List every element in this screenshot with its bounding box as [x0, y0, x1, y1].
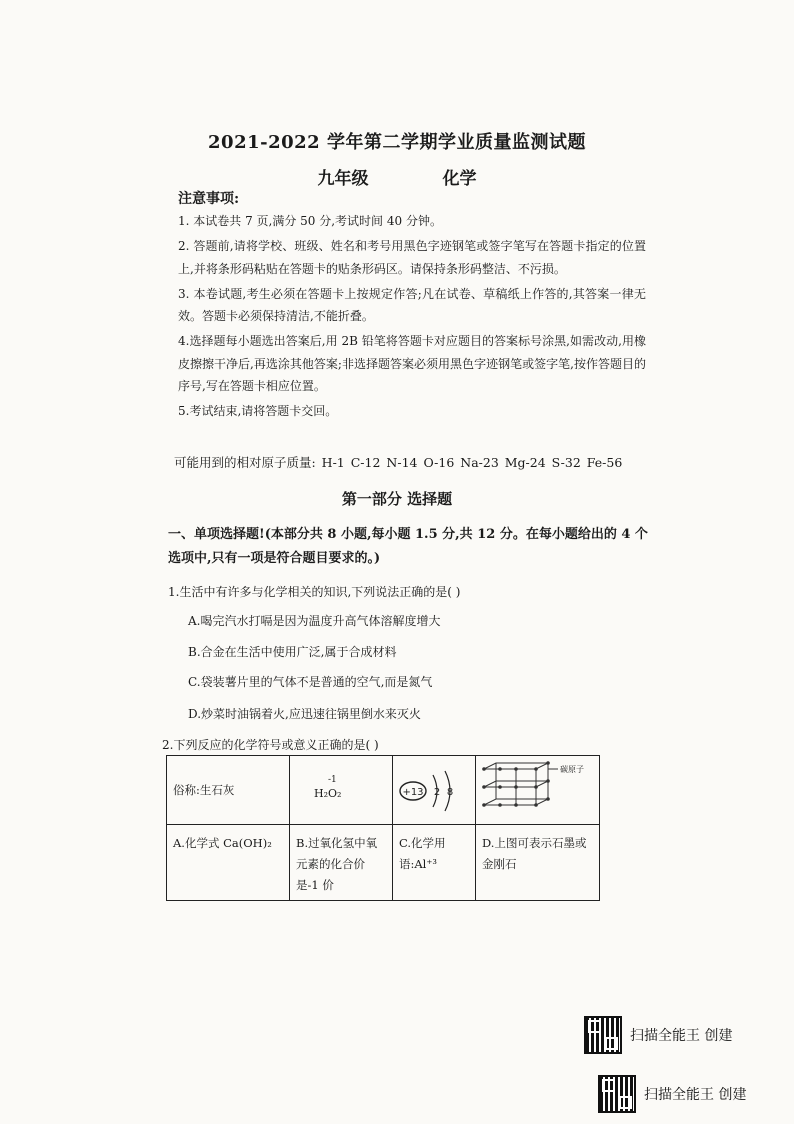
atomic-masses: 可能用到的相对原子质量: H-1 C-12 N-14 O-16 Na-23 Mg-24 S-32 Fe-56 — [174, 455, 623, 470]
option-c-cell: C.化学用语:Al⁺³ — [393, 825, 476, 901]
notice-heading: 注意事项: — [178, 191, 240, 207]
notice-item: 3. 本卷试题,考生必须在答题卡上按规定作答;凡在试卷、草稿纸上作答的,其答案一律无效。答题卡必须保持清洁,不能折叠。 — [178, 286, 646, 324]
question-1-option-d: D.炒菜时油锅着火,应迅速往锅里倒水来灭火 — [188, 707, 421, 721]
exam-title: 2021-2022 学年第二学期学业质量监测试题 — [208, 132, 586, 153]
carbon-atom-label: 碳原子 — [560, 764, 584, 774]
option-d-cell: D.上图可表示石墨或金刚石 — [476, 825, 600, 901]
question-2-table — [166, 755, 600, 901]
aluminum-atom-diagram-icon — [393, 759, 475, 819]
question-2-stem: 2.下列反应的化学符号或意义正确的是( ) — [162, 738, 379, 752]
option-b-cell: B.过氧化氢中氧元素的化合价是-1 价 — [290, 825, 393, 901]
table-row — [167, 825, 600, 901]
hydrogen-peroxide-formula: H₂O₂ — [314, 786, 342, 800]
table-row — [167, 756, 600, 825]
notice-item: 4.选择题每小题选出答案后,用 2B 铅笔将答题卡对应题目的答案标号涂黑,如需改动,用橡皮擦擦干净后,再选涂其他答案;非选择题答案必须用黑色字迹钢笔或签字笔,按作答题目的序号,写在答题卡相应位置。 — [178, 334, 646, 394]
watermark-text: 扫描全能王 创建 — [630, 1028, 733, 1044]
notice-item: 5.考试结束,请将答题卡交回。 — [178, 404, 338, 419]
carbon-lattice-icon — [476, 759, 584, 819]
option-a-cell: A.化学式 Ca(OH)₂ — [167, 825, 290, 901]
cell-carbon-structure — [476, 756, 600, 825]
qr-code-icon — [598, 1075, 636, 1113]
oxidation-number: -1 — [328, 774, 337, 785]
notice-item: 1. 本试卷共 7 页,满分 50 分,考试时间 40 分钟。 — [178, 214, 442, 228]
part-title: 第一部分 选择题 — [341, 490, 453, 508]
shell-2-count: 8 — [446, 786, 454, 798]
question-1-option-a: A.喝完汽水打嗝是因为温度升高气体溶解度增大 — [188, 614, 441, 628]
notice-item: 2. 答题前,请将学校、班级、姓名和考号用黑色字迹钢笔或签字笔写在答题卡指定的位置上,并将条形码粘贴在答题卡的贴条形码区。请保持条形码整洁、不污损。 — [178, 239, 646, 276]
cell-common-name: 俗称:生石灰 — [167, 756, 290, 825]
cell-formula — [290, 756, 393, 825]
notice-list — [178, 210, 646, 426]
grade-label: 九年级 — [317, 169, 369, 189]
watermark-text: 扫描全能王 创建 — [644, 1087, 747, 1103]
qr-code-icon — [584, 1016, 622, 1054]
nucleus-charge: +13 — [402, 786, 424, 798]
question-1-stem: 1.生活中有许多与化学相关的知识,下列说法正确的是( ) — [168, 585, 461, 599]
exam-subtitle — [0, 164, 794, 189]
question-1-option-c: C.袋装薯片里的气体不是普通的空气,而是氮气 — [188, 675, 433, 689]
section-heading: 一、单项选择题!(本部分共 8 小题,每小题 1.5 分,共 12 分。在每小题给出的 4 个选项中,只有一项是符合题目要求的。) — [168, 527, 648, 566]
scanner-watermark — [584, 1016, 732, 1054]
cell-atom-structure — [393, 756, 476, 825]
scanner-watermark — [598, 1075, 746, 1113]
shell-1-count: 2 — [433, 786, 441, 798]
question-1-option-b: B.合金在生活中使用广泛,属于合成材料 — [188, 645, 397, 659]
subject-label: 化学 — [442, 169, 477, 189]
